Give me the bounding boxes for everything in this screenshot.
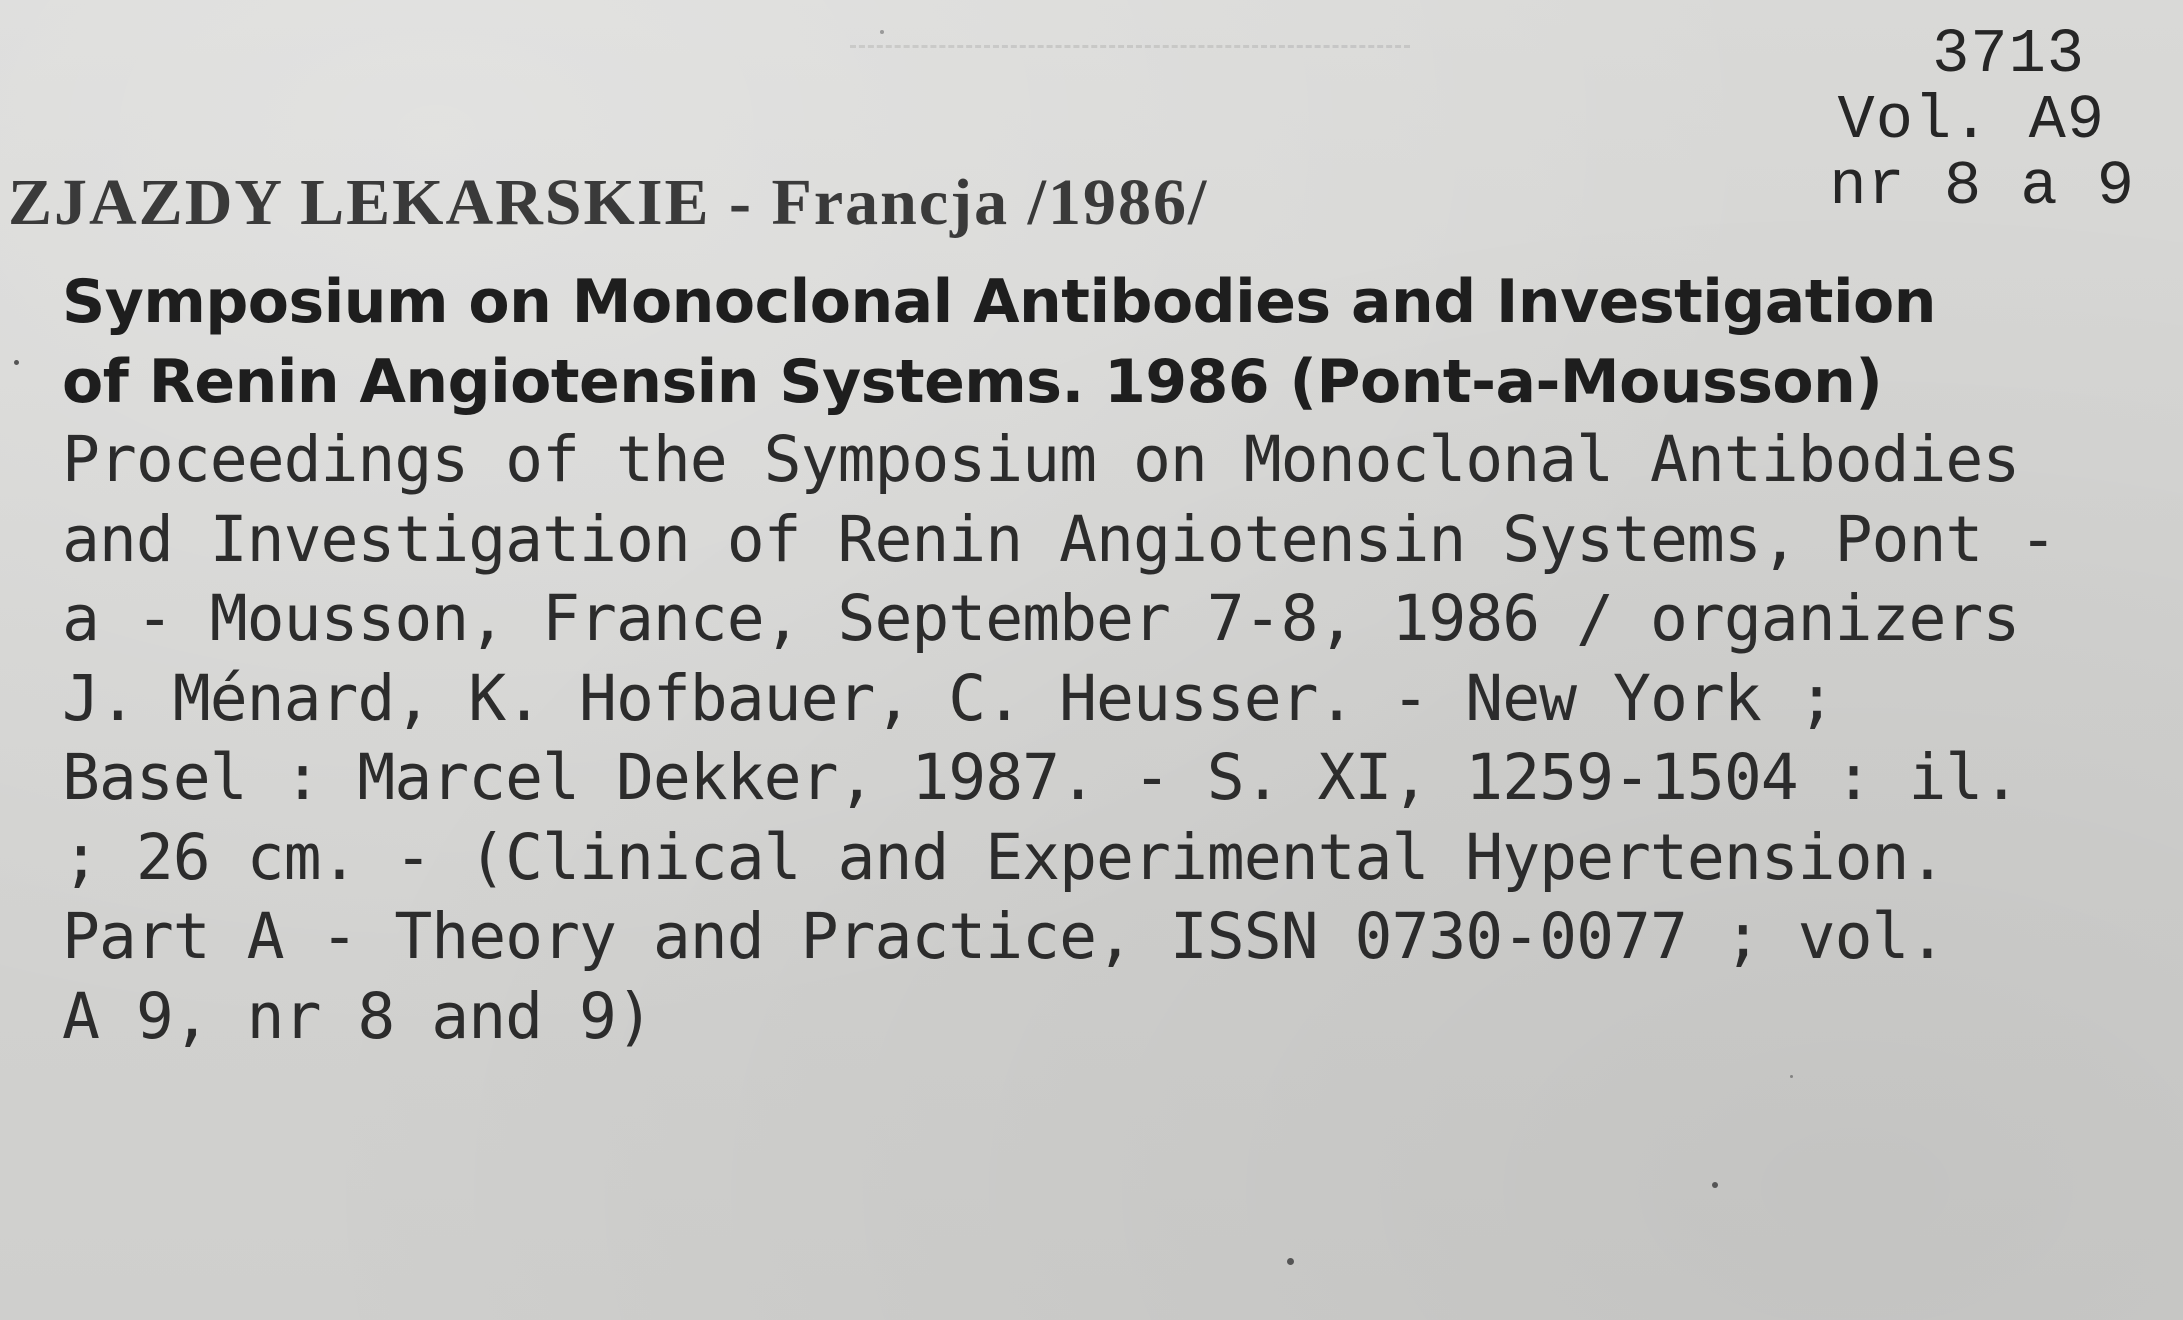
call-number-id: 3713 [1932,19,2085,90]
description-line: a - Mousson, France, September 7-8, 1986 / organizers [62,582,2020,655]
paper-speck [880,30,884,34]
title-line: Symposium on Monoclonal Antibodies and Investigation [62,267,1936,337]
description-line: J. Ménard, K. Hofbauer, C. Heusser. - New York ; [62,661,1835,735]
subject-heading: ZJAZDY LEKARSKIE - Francja /1986/ [8,166,1209,239]
description-line: and Investigation of Renin Angiotensin Systems, Pont - [62,502,2057,576]
description-line: Part A - Theory and Practice, ISSN 0730-0077 ; vol. [62,900,1946,973]
paper-speck [1790,1075,1793,1078]
description-line: Basel : Marcel Dekker, 1987. - S. XI, 1259-1504 : il. [62,741,2020,814]
faded-stamp-mark [850,45,1410,78]
title-line: of Renin Angiotensin Systems. 1986 (Pont-a-Mousson) [62,347,1883,417]
call-number-volume: Vol. A9 [1837,85,2105,156]
paper-speck [1287,1258,1294,1265]
call-number-issue: nr 8 a 9 [1829,151,2135,222]
paper-speck [14,360,19,365]
description-line: A 9, nr 8 and 9) [62,979,653,1053]
bibliographic-description [62,420,2056,1056]
paper-speck [1712,1182,1718,1188]
description-line: Proceedings of the Symposium on Monoclonal Antibodies [62,423,2020,496]
title-block [62,262,2142,422]
call-number [1829,19,2135,222]
description-line: ; 26 cm. - (Clinical and Experimental Hypertension. [62,820,1946,894]
